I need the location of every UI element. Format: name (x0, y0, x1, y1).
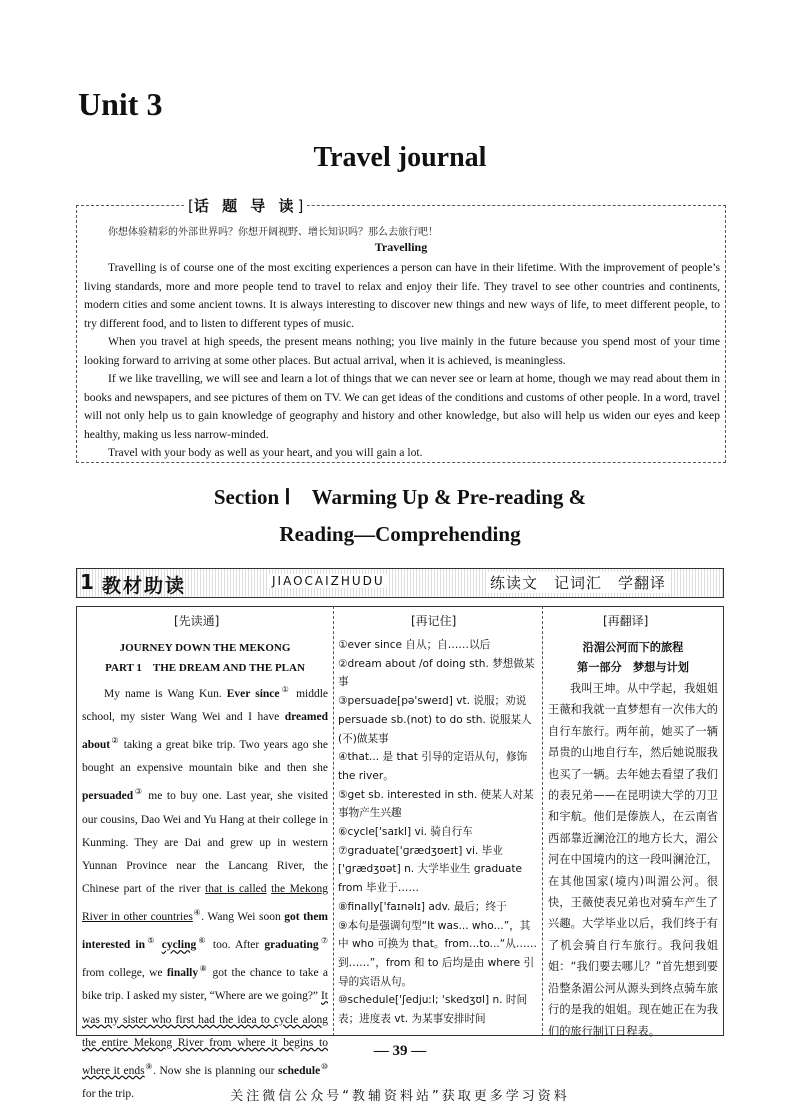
note-item: ③persuade[pə'sweɪd] vt. 说服；劝说 persuade sb.(not) to do sth. 说服某人(不)做某事 (338, 695, 532, 745)
page-number: — 39 — (373, 1043, 427, 1059)
column-divider (333, 606, 334, 1036)
note-item: ⑨本句是强调句型“It was... who...”，其中 who 可换为 that。from...to...“从……到……”，from 和 to 后均是由 where 引导的宾语从句。 (338, 919, 538, 988)
topic-paragraph-3: If we like travelling, we will see and learn a lot of things that we can never see or learn at home, though we may read about them in books and newspapers, and see pictures of them on TV. We can get ideas of the conditions and customs of other people. In a word, travel will not only help us to gain knowledge of geography and history and other knowledge, but also will help us widen our eyes and keep healthy, making us less narrow-minded. (84, 372, 720, 441)
topic-label-text: 话 题 导 读 (193, 197, 298, 215)
translation-body: 我叫王坤。从中学起，我姐姐王薇和我就一直梦想有一次伟大的自行车旅行。两年前，她买了一辆昂贵的山地自行车，然后她说服我也买了一辆。去年她去看望了我们的表兄弟——在昆明读大学的刀卫和宇航。他们是傣族人，在云南省西部靠近澜沧江的地方长大，湄公河在中国境内的这一段叫澜沧江，在其他国家(境内)叫湄公河。很快，王薇使表兄弟也对骑车产生了兴趣。大学毕业以后，我们终于有了机会骑自行车旅行。我问我姐姐：“我们要去哪儿？”首先想到要沿整条湄公河从源头到终点骑车旅行的是我的姐姐。现在她正在为我们的旅行制订日程表。 (548, 682, 718, 1038)
banner-number: 1 (80, 570, 94, 594)
note-item: ⑥cycle['saɪkl] vi. 骑自行车 (338, 826, 473, 839)
section-title-line1: Section Ⅰ Warming Up & Pre-reading & (213, 485, 587, 509)
topic-paragraph-1: Travelling is of course one of the most exciting experiences a person can have in their lifetime. With the improvement of people’s living standards, more and more people tend to travel to relax and enjoy their life. They travel to see other countries and continents, modern cities and some ancient towns. It is always interesting to discover new things and new ways of life, to meet different people, to try different food, and to listen to different types of music. (84, 261, 720, 330)
note-item: ②dream about /of doing sth. 梦想做某事 (338, 657, 535, 689)
translation-title-line2: 第一部分 梦想与计划 (577, 661, 689, 674)
banner-title: 教材助读 (102, 575, 187, 597)
translation-title-line1: 沿湄公河而下的旅程 (582, 641, 684, 654)
passage-title (82, 638, 328, 678)
banner-slogan: 练读文 记词汇 学翻译 (486, 572, 670, 593)
passage-title-line2: PART 1 THE DREAM AND THE PLAN (105, 662, 305, 674)
footer-note: 关注微信公众号“教辅资料站”获取更多学习资料 (230, 1089, 570, 1104)
topic-heading: Travelling (374, 240, 428, 254)
note-item: ⑤get sb. interested in sth. 使某人对某事物产生兴趣 (338, 788, 534, 820)
vocabulary-notes (338, 636, 538, 1029)
section-title-line2: Reading—Comprehending (279, 522, 521, 546)
note-item: ⑦graduate['ɡrædʒʊeɪt] vi. 毕业 ['ɡrædʒʊət] n. 大学毕业生 graduate from 毕业于…… (338, 844, 523, 895)
note-item: ④that... 是 that 引导的定语从句，修饰 the river。 (338, 751, 528, 782)
note-item: ⑩schedule['ʃedjuːl; 'skedʒʊl] n. 时间表；进度表 vt. 为某事安排时间 (338, 994, 528, 1026)
unit-heading: Unit 3 (78, 86, 163, 122)
passage-body: My name is Wang Kun. Ever since① middle school, my sister Wang Wei and I have dreamed about② taking a great bike trip. Two years ago she bought an expensive mountain bike and then she persuaded③ me to buy one. Last year, she visited our cousins, Dao Wei and Yu Hang at their college in Kunming. They are Dai and grew up in western Yunnan Province near the Lancang River, the Chinese part of the river that is called the Mekong River in other countries④. Wang Wei soon got them interested in⑤ cycling⑥ too. After graduating⑦ from college, we finally⑧ got the chance to take a bike trip. I asked my sister, “Where are we going?” It was my sister who first had the idea to cycle along the entire Mekong River from where it begins to where it ends⑨. Now she is planning our schedule⑩ for the trip. (82, 685, 329, 1101)
column-head-read: [先读通] (174, 614, 220, 628)
column-divider (542, 606, 543, 1036)
column-head-remember: [再记住] (411, 614, 457, 628)
topic-paragraph-2: When you travel at high speeds, the present means nothing; you live mainly in the future because you spend most of your time looking forward to arriving at some other places. But actual arrival, when it is achieved, is meaningless. (84, 335, 720, 367)
column-head-translate: [再翻译] (603, 614, 649, 628)
banner-pinyin: JIAOCAIZHUDU (268, 574, 389, 588)
page-title: Travel journal (313, 142, 487, 173)
topic-paragraph-4: Travel with your body as well as your heart, and you will gain a lot. (108, 446, 423, 459)
topic-intro: 你想体验精彩的外部世界吗？你想开阔视野、增长知识吗？那么去旅行吧！ (108, 227, 438, 238)
note-item: ①ever since 自从；自……以后 (338, 639, 491, 651)
note-item: ⑧finally['faɪnəlɪ] adv. 最后；终于 (338, 900, 507, 913)
topic-label: [话 题 导 读] (184, 195, 307, 216)
passage-title-line1: JOURNEY DOWN THE MEKONG (119, 642, 291, 654)
translation-title (548, 638, 718, 678)
